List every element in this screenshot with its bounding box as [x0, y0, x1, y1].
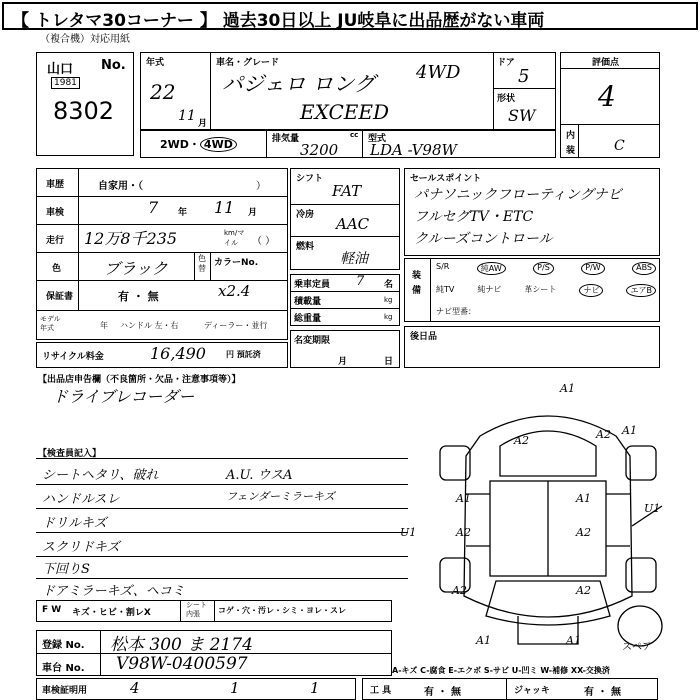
color-value: ブラック	[104, 259, 168, 278]
fw-text: キズ・ヒビ・割レX	[72, 608, 151, 618]
shift-label: シフト	[296, 174, 324, 184]
equip-alloy-wheel-circled: 純AW	[477, 262, 506, 275]
color-no-label: カラーNo.	[214, 258, 259, 268]
equipment-navi-label: ナビ型番：	[436, 307, 476, 316]
damage-mark-7: A1	[576, 492, 591, 505]
displacement-unit: cc	[350, 131, 359, 139]
model-name-line1: パジェロ ロング	[222, 72, 375, 96]
tools-options: 有 ・ 無	[424, 687, 461, 698]
damage-mark-9: U1	[400, 526, 417, 539]
aircon-value: AAC	[336, 215, 370, 233]
chassis-label: 車台 No.	[42, 663, 85, 674]
inspector-label: 【検査員記入】	[38, 449, 102, 459]
sales-point-1: パナソニックフローティングナビ	[414, 187, 622, 203]
aircon-label: 冷房	[296, 210, 315, 220]
fuel-label: 燃料	[296, 242, 315, 252]
certificate-height: 1	[310, 679, 320, 697]
warranty-label: 保証書	[46, 292, 74, 302]
drive-2wd: 2WD	[160, 138, 189, 151]
fw-label: F W	[42, 605, 62, 615]
damage-mark-2: A2	[514, 434, 529, 447]
inspection-month-unit: 月	[248, 208, 258, 218]
sales-points-label: セールスポイント	[410, 174, 482, 184]
equip-abs-circled: ABS	[632, 262, 656, 275]
mileage-paren: （ ）	[252, 236, 276, 247]
capacity-label: 乗車定員	[294, 280, 331, 290]
damage-mark-1: A1	[560, 382, 575, 395]
interior-label-bottom: 装	[566, 146, 576, 156]
equip-leather-seat: 革シート	[524, 285, 557, 294]
recycle-value: 16,490	[150, 344, 206, 363]
equipment-row-1	[436, 262, 656, 275]
inspection-year-unit: 年	[178, 208, 188, 218]
equipment-row-2	[436, 284, 656, 297]
registration-value: 松本 300 ま 2174	[110, 635, 253, 655]
doors-value: 5	[518, 66, 530, 87]
capacity-unit: 名	[384, 280, 394, 290]
warranty-keys: x2.4	[218, 282, 251, 300]
fuel-value: 軽油	[340, 251, 368, 267]
lot-no-label: No.	[101, 58, 126, 73]
damage-mark-12: A2	[576, 584, 591, 597]
color-change-label: 色替	[198, 254, 206, 273]
defects-text: ドライブレコーダー	[52, 387, 195, 406]
model-type-handle: ハンドル 左・右	[120, 321, 179, 330]
inspector-right-1: A.U. ウスA	[226, 468, 293, 483]
equip-navi-circled: ナビ	[579, 284, 603, 297]
later-install-label: 後日品	[410, 332, 438, 342]
gross-weight-label: 総重量	[294, 314, 322, 324]
warranty-options: 有 ・ 無	[118, 290, 159, 303]
year-month-unit: 月	[198, 119, 208, 129]
model-type-year-unit: 年	[100, 321, 108, 330]
inspector-line-5: 下回りS	[42, 562, 90, 577]
header-text: 【 トレタマ30コーナー 】 過去30日以上 JU岐阜に出品歴がない車両	[12, 11, 545, 31]
damage-mark-3: A2	[596, 428, 611, 441]
chassis-value: V98W-0400597	[116, 654, 248, 674]
damage-legend: A-キズ C-腐食 E-エクボ S-サビ U-凹ミ W-補修 XX-交換済	[392, 666, 610, 675]
damage-mark-6: A2	[456, 526, 471, 539]
fw-seat-label: シート 内張	[186, 601, 207, 618]
inspection-label: 車検	[46, 208, 65, 218]
model-code-label: 型式	[368, 134, 387, 144]
certificate-label: 車検証明用	[42, 686, 88, 696]
name-change-day: 日	[384, 357, 394, 367]
damage-mark-8: A2	[576, 526, 591, 539]
rating-label: 評価点	[592, 58, 620, 68]
displacement-label: 排気量	[272, 134, 300, 144]
sales-point-3: クルーズコントロール	[414, 231, 553, 247]
recycle-label: リサイクル料金	[42, 352, 104, 362]
inspector-line-1: シートヘタリ、破れ	[42, 468, 159, 483]
inspector-right-2: フェンダーミラーキズ	[226, 490, 335, 503]
name-change-month: 月	[338, 357, 348, 367]
inspection-year: 7	[148, 198, 159, 217]
year-label: 年式	[146, 58, 165, 68]
later-install-box	[404, 326, 660, 368]
damage-mark-4: A1	[622, 424, 637, 437]
model-name-drive: 4WD	[416, 62, 461, 83]
jack-label: ジャッキ	[514, 686, 550, 696]
subheader: （複合機）対応用紙	[40, 34, 130, 45]
inspection-month: 11	[214, 198, 235, 217]
damage-mark-10: U1	[644, 502, 661, 515]
model-name-label: 車名・グレード	[216, 58, 280, 68]
drive-4wd-circled: 4WD	[200, 137, 237, 152]
rating-value: 4	[598, 80, 616, 113]
interior-label-top: 内	[566, 131, 576, 141]
inspector-line-3: ドリルキズ	[42, 516, 107, 531]
lot-box	[36, 52, 134, 156]
equip-tv: 純TV	[436, 285, 455, 294]
recycle-unit: 円 預託済	[226, 350, 261, 359]
car-damage-diagram	[400, 376, 696, 666]
equipment-label-top: 装	[412, 271, 422, 281]
damage-mark-11: A2	[452, 584, 467, 597]
year-value: 22	[150, 80, 176, 104]
gross-weight-unit: kg	[384, 313, 393, 321]
fw-seat-text: コゲ・穴・汚レ・シミ・ヨレ・スレ	[218, 606, 346, 615]
history-options: 自家用・（	[98, 181, 143, 192]
certificate-length: 4	[130, 679, 140, 697]
history-close: ）	[256, 181, 266, 192]
lot-venue-label: 山口	[47, 62, 74, 77]
capacity-value: 7	[356, 274, 365, 289]
year-month: 11	[178, 108, 196, 124]
load-label: 積載量	[294, 297, 322, 307]
shift-value: FAT	[332, 182, 362, 200]
equip-sunroof: S/R	[436, 262, 450, 271]
equipment-label-bottom: 備	[412, 286, 422, 296]
certificate-width: 1	[230, 679, 240, 697]
inspector-line-4: スクリドキズ	[42, 540, 120, 555]
left-info-table	[36, 168, 288, 340]
equip-pw-circled: P/W	[581, 262, 604, 275]
registration-label: 登録 No.	[42, 640, 85, 651]
color-label: 色	[52, 264, 62, 274]
load-unit: kg	[384, 296, 393, 304]
spare-label: スペア	[622, 642, 652, 653]
jack-options: 有 ・ 無	[584, 687, 621, 698]
displacement-value: 3200	[300, 141, 339, 159]
inspector-line-2: ハンドルスレ	[42, 492, 120, 507]
header-banner	[2, 2, 698, 30]
lot-number: 8302	[53, 97, 115, 125]
tools-label: 工 具	[370, 686, 392, 696]
defects-label: 【出品店申告欄（不良箇所・欠品・注意事項等）】	[38, 375, 241, 385]
inspector-line-6: ドアミラーキズ、ヘコミ	[42, 584, 185, 599]
doors-label: ドア	[497, 58, 515, 68]
model-type-label: モデル 年式	[40, 315, 61, 332]
damage-mark-13: A1	[476, 634, 491, 647]
sales-point-2: フルセグTV・ETC	[414, 209, 534, 225]
model-code-value: LDA -V98W	[370, 141, 457, 159]
equip-airbag-circled: エアB	[626, 284, 656, 297]
damage-mark-5: A1	[456, 492, 471, 505]
equip-genuine-navi: 純ナビ	[477, 285, 502, 294]
shape-label: 形状	[497, 94, 516, 104]
shape-value: SW	[508, 106, 536, 125]
equip-ps-circled: P/S	[533, 262, 554, 275]
model-name-line2: EXCEED	[300, 100, 390, 124]
damage-mark-14: A1	[566, 634, 581, 647]
interior-value: C	[614, 138, 625, 154]
lot-venue-code: 1981	[51, 77, 80, 89]
name-change-label: 名変期限	[294, 336, 331, 346]
drive-options: 2WD・ 4WD	[160, 136, 237, 152]
model-type-dealer: ディーラー・並行	[204, 321, 268, 330]
mileage-label: 走行	[46, 236, 65, 246]
mileage-unit: km/マイル	[224, 229, 245, 247]
history-label: 車歴	[46, 180, 65, 190]
mileage-value: 12万8千235	[84, 229, 178, 248]
